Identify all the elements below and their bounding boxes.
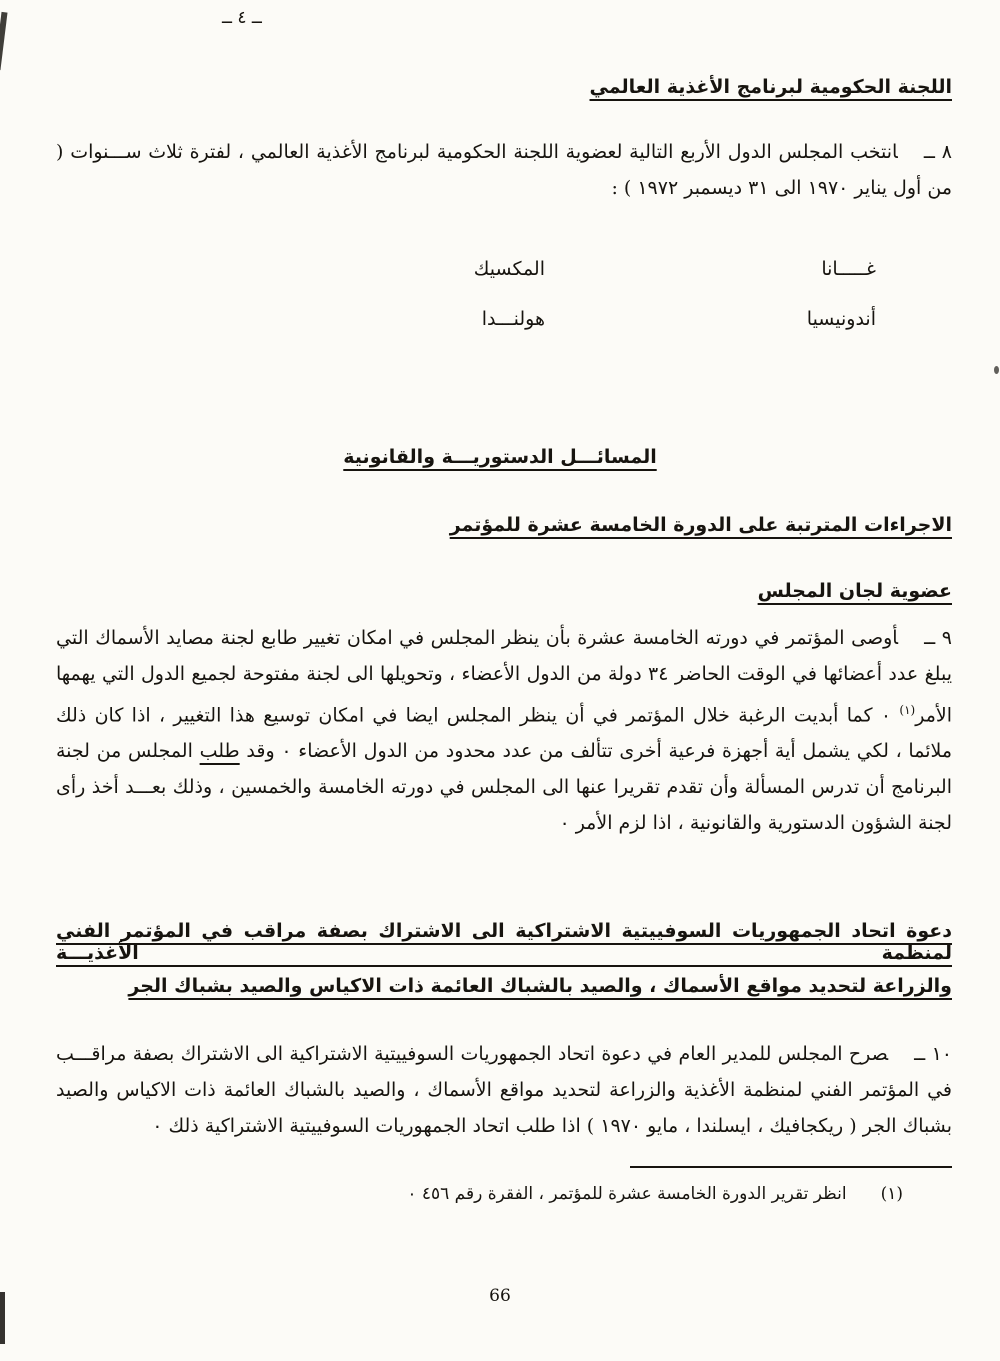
elected-countries-left-column xyxy=(474,244,545,344)
paragraph-number: ٩ ــ xyxy=(924,627,952,649)
section-heading-legal-container xyxy=(0,446,1000,468)
footnote-reference-1: (١) xyxy=(899,703,916,717)
paragraph-number: ٨ ــ xyxy=(923,141,952,163)
section-heading-legal: المسائـــل الدستوريـــة والقانونية xyxy=(343,446,657,468)
paragraph-text: أوصى المؤتمر في دورته الخامسة عشرة بأن ينظر المجلس في امكان تغيير طابع لجنة مصايد الأسماك التي يبلغ عدد أعضائها في الوقت الحاضر ٣٤ دولة من الدول الأعضاء ، وتحويلها الى لجنة مفتوحة لجميع الدول التي يهمها الأمر xyxy=(56,627,952,727)
underlined-word: طلب xyxy=(199,740,240,763)
paragraph-8 xyxy=(56,134,952,206)
paragraph-9 xyxy=(56,620,952,841)
subheading-actions-15th-session: الاجراءات المترتبة على الدورة الخامسة عشرة للمؤتمر xyxy=(449,514,952,536)
paragraph-number: ١٠ ــ xyxy=(914,1043,952,1065)
country-name: هولنـــدا xyxy=(481,308,545,330)
top-page-number: ــ ٤ ــ xyxy=(222,8,262,28)
footnote-marker: (١) xyxy=(880,1184,903,1204)
subheading-council-committee-membership: عضوية لجان المجلس xyxy=(757,580,952,602)
bottom-page-number: 66 xyxy=(489,1286,511,1306)
footnote-1 xyxy=(407,1184,903,1204)
country-name: غـــــانا xyxy=(821,258,876,280)
country-name: أندونيسيا xyxy=(806,308,876,330)
paragraph-text: صرح المجلس للمدير العام في دعوة اتحاد الجمهوريات السوفييتية الاشتراكية الى الاشتراك بصفة مراقـــب في المؤتمر الفني لمنظمة الأغذية والزراعة لتحديد مواقع الأسماك ، والصيد بالشباك العائمة ذات الاكياس والصيد بشباك الجر ( ريكجافيك ، ايسلندا ، مايو ١٩٧٠ ) اذا طلب اتحاد الجمهوريات السوفييتية الاشتراكية ذلك ٠ xyxy=(56,1043,952,1137)
subheading-ussr-invitation-line1: دعوة اتحاد الجمهوريات السوفييتية الاشتراكية الى الاشتراك بصفة مراقب في المؤتمر الفني لمنظمة الأغذيـــة xyxy=(56,920,952,964)
elected-countries-right-column xyxy=(807,244,876,344)
footnote-separator-rule xyxy=(630,1166,952,1168)
footnote-text: انظر تقرير الدورة الخامسة عشرة للمؤتمر ، الفقرة رقم ٤٥٦ ٠ xyxy=(407,1184,847,1204)
section-heading-wfp-committee: اللجنة الحكومية لبرنامج الأغذية العالمي xyxy=(589,76,952,98)
paragraph-10 xyxy=(56,1036,952,1144)
scan-artifact xyxy=(994,366,999,374)
subheading-ussr-invitation-line2: والزراعة لتحديد مواقع الأسماك ، والصيد بالشباك العائمة ذات الاكياس والصيد بشباك الجر xyxy=(128,975,952,997)
paragraph-text: ٠ كما أبديت الرغبة خلال المؤتمر في أن ينظر المجلس ايضا في امكان توسيع هذا التغيير ، اذا كان ذلك ملائما ، لكي يشمل أية أجهزة فرعية أخرى تتألف من عدد محدود من الدول الأعضاء ٠ وقد xyxy=(56,704,952,763)
scan-artifact xyxy=(0,12,8,70)
paragraph-text: المجلس من لجنة البرنامج أن تدرس المسألة وأن تقدم تقريرا عنها الى المجلس في دورته الخامسة والخمسين ، وذلك بعـــد أخذ رأى لجنة الشؤون الدستورية والقانونية ، اذا لزم الأمر ٠ xyxy=(56,740,952,835)
country-name: المكسيك xyxy=(473,258,545,280)
paragraph-text: انتخب المجلس الدول الأربع التالية لعضوية اللجنة الحكومية لبرنامج الأغذية العالمي ، لفترة ثلاث ســـنوات ( من أول يناير ١٩٧٠ الى ٣١ ديسمبر ١٩٧٢ ) : xyxy=(56,141,952,199)
